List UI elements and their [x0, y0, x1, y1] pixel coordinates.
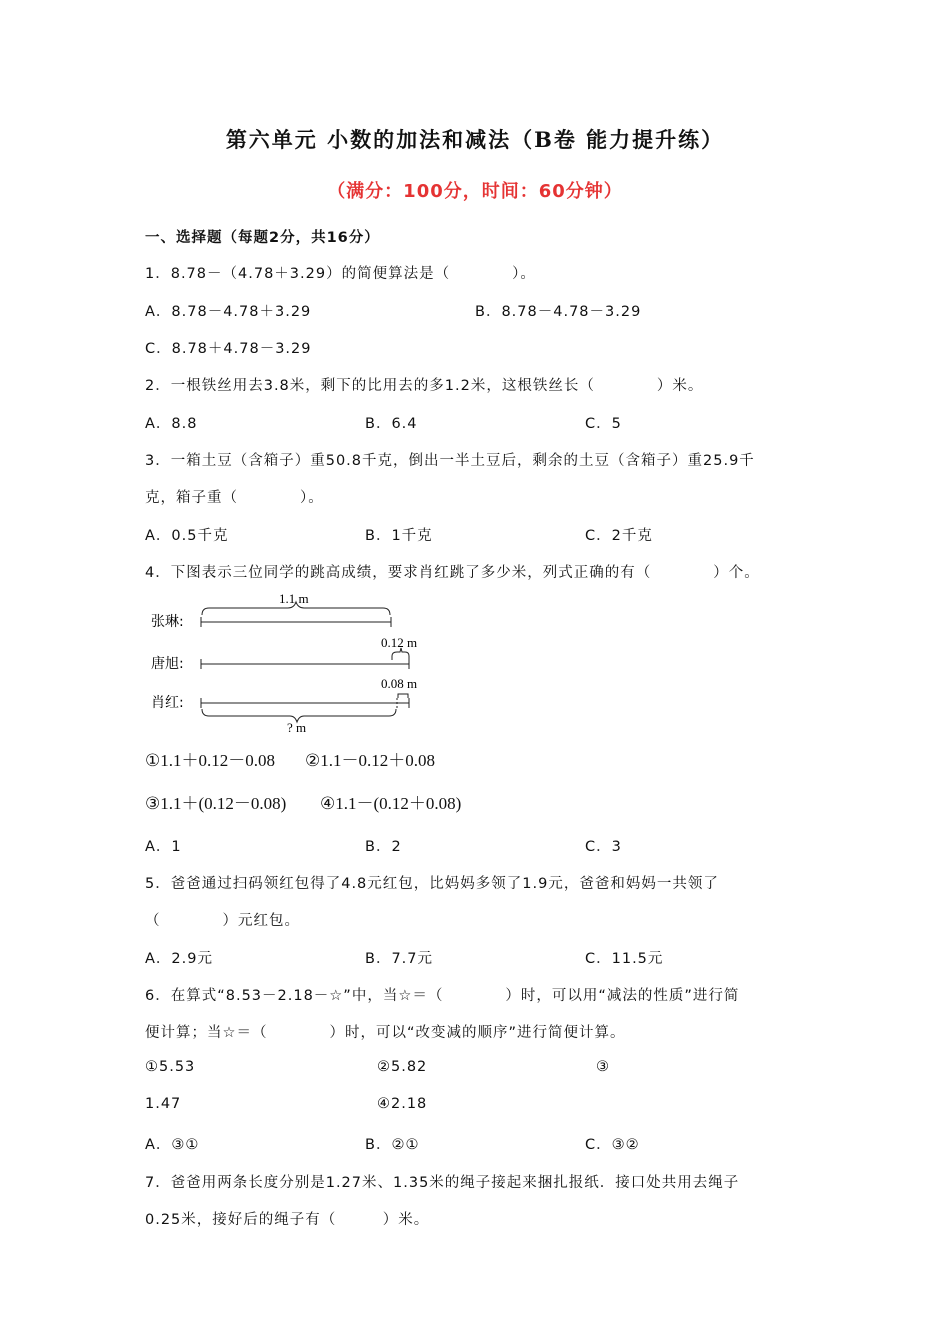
- question-4-formula-1: ①1.1＋0.12－0.08: [145, 751, 275, 770]
- question-6-choice-2: ②5.82: [377, 1059, 428, 1075]
- jump-height-diagram: [145, 590, 445, 735]
- question-6-stem-line2: 便计算；当☆＝（ ）时，可以“改变减的顺序”进行简便计算。: [145, 1025, 626, 1041]
- question-4-stem: 4．下图表示三位同学的跳高成绩，要求肖红跳了多少米，列式正确的有（ ）个。: [145, 565, 760, 581]
- score-time-info: （满分：100分，时间：60分钟）: [327, 181, 623, 202]
- question-4-option-a: A．1: [145, 839, 182, 855]
- question-6-option-a: A．③①: [145, 1137, 200, 1153]
- question-6-choice-1: ①5.53: [145, 1059, 196, 1075]
- label-0-12m: 0.12 m: [381, 635, 418, 650]
- question-7-stem-line2: 0.25米，接好后的绳子有（ ）米。: [145, 1212, 430, 1228]
- question-3-option-a: A．0.5千克: [145, 528, 229, 544]
- question-5-option-a: A．2.9元: [145, 951, 213, 967]
- question-4-formula-2: ②1.1－0.12＋0.08: [305, 751, 435, 770]
- question-1-option-a: A．8.78－4.78＋3.29: [145, 304, 312, 320]
- question-5-option-c: C．11.5元: [585, 951, 664, 967]
- question-4-option-b: B．2: [365, 839, 402, 855]
- section-heading: 一、选择题（每题2分，共16分）: [145, 230, 380, 246]
- question-5-stem-line2: （ ）元红包。: [145, 913, 300, 929]
- question-2-stem: 2．一根铁丝用去3.8米，剩下的比用去的多1.2米，这根铁丝长（ ）米。: [145, 378, 704, 394]
- brace-minus: [398, 694, 408, 698]
- question-7-stem-line1: 7．爸爸用两条长度分别是1.27米、1.35米的绳子接起来捆扎报纸．接口处共用去绳子: [145, 1175, 740, 1191]
- question-4-formula-4: ④1.1－(0.12＋0.08): [320, 794, 462, 813]
- question-3-stem-line1: 3．一箱土豆（含箱子）重50.8千克，倒出一半土豆后，剩余的土豆（含箱子）重25.9千: [145, 453, 755, 469]
- question-3-option-c: C．2千克: [585, 528, 653, 544]
- question-2-option-b: B．6.4: [365, 416, 418, 432]
- page-title: 第六单元 小数的加法和减法（B卷 能力提升练）: [225, 127, 725, 152]
- name-xiaohong: 肖红:: [151, 695, 184, 711]
- name-tangxu: 唐旭:: [151, 656, 184, 672]
- question-2-option-a: A．8.8: [145, 416, 198, 432]
- label-question-m: ? m: [287, 720, 307, 735]
- question-4-formula-3: ③1.1＋(0.12－0.08): [145, 794, 287, 813]
- question-1-option-b: B．8.78－4.78－3.29: [475, 304, 642, 320]
- question-4-option-c: C．3: [585, 839, 622, 855]
- question-2-option-c: C．5: [585, 416, 622, 432]
- label-0-08m: 0.08 m: [381, 676, 418, 691]
- question-3-stem-line2: 克，箱子重（ ）。: [145, 490, 324, 506]
- question-6-choice-3-value: 1.47: [145, 1096, 182, 1112]
- question-1-option-c: C．8.78＋4.78－3.29: [145, 341, 312, 357]
- question-6-choice-4: ④2.18: [377, 1096, 428, 1112]
- question-6-option-b: B．②①: [365, 1137, 420, 1153]
- question-6-option-c: C．③②: [585, 1137, 640, 1153]
- question-1-stem: 1．8.78－（4.78＋3.29）的简便算法是（ ）。: [145, 266, 536, 282]
- question-5-option-b: B．7.7元: [365, 951, 434, 967]
- question-6-choice-3-marker: ③: [596, 1059, 610, 1075]
- name-zhanglin: 张琳:: [151, 614, 184, 630]
- question-3-option-b: B．1千克: [365, 528, 433, 544]
- label-1-1m: 1.1 m: [279, 591, 309, 606]
- question-5-stem-line1: 5．爸爸通过扫码领红包得了4.8元红包，比妈妈多领了1.9元，爸爸和妈妈一共领了: [145, 876, 719, 892]
- question-6-stem-line1: 6．在算式“8.53－2.18－☆”中，当☆＝（ ）时，可以用“减法的性质”进行简: [145, 988, 740, 1004]
